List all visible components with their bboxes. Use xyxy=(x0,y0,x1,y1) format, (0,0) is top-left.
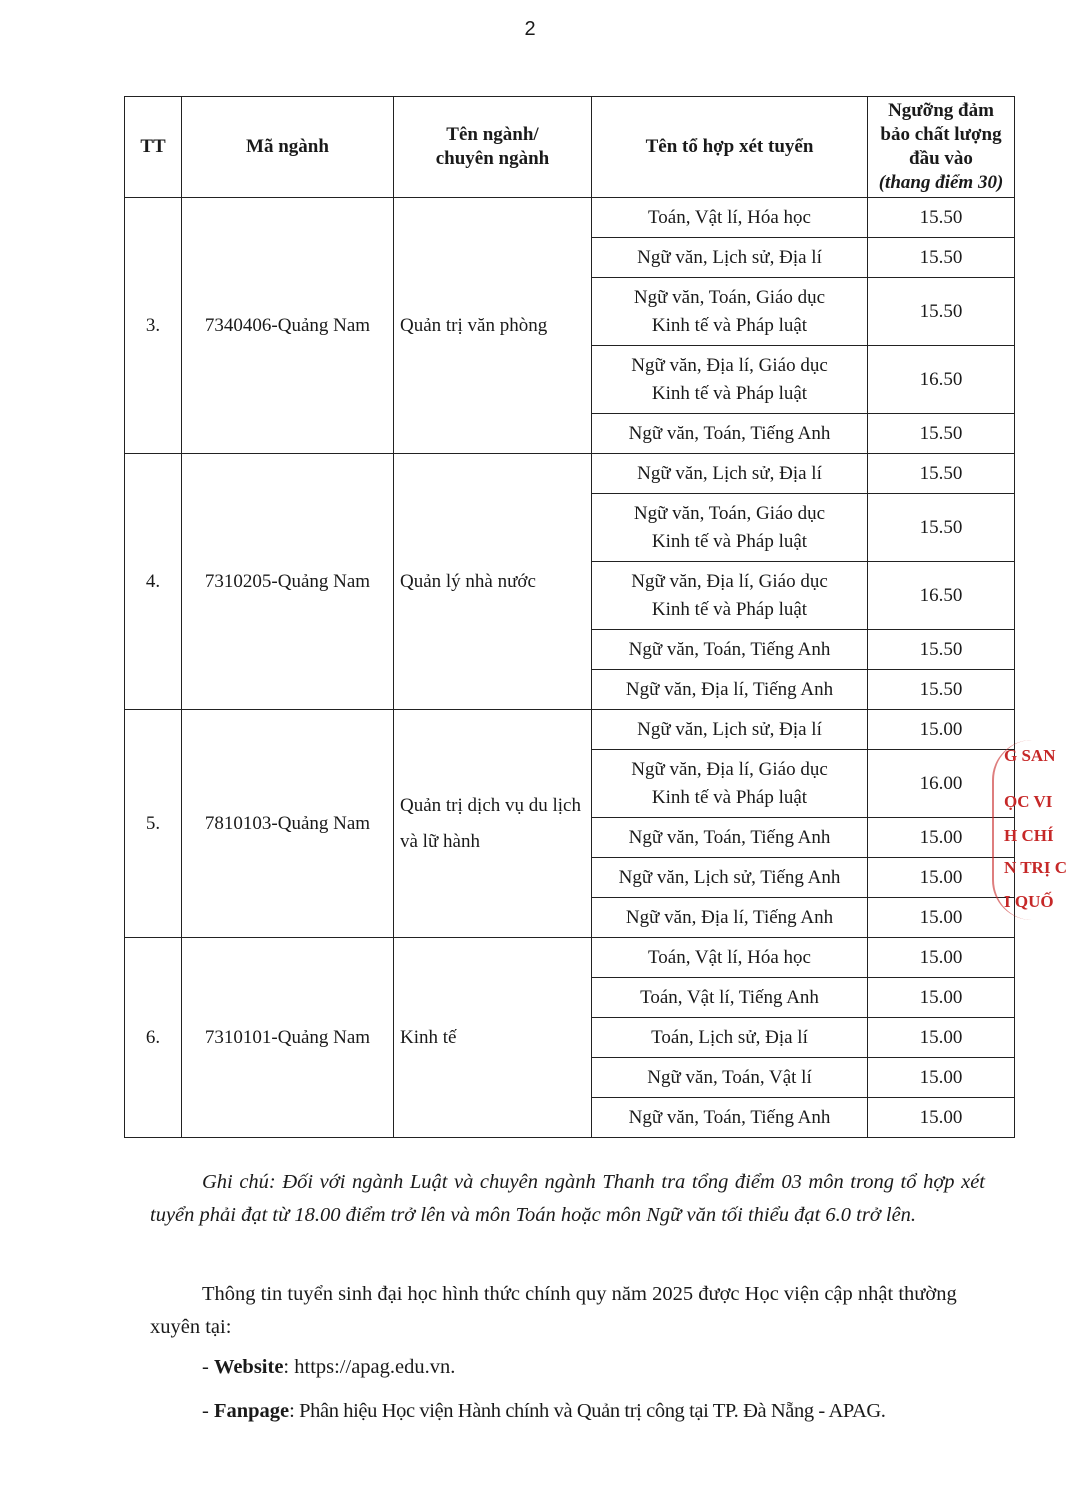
threshold-score: 15.50 xyxy=(868,238,1015,278)
header-tt: TT xyxy=(125,97,182,198)
combo-cell: Ngữ văn, Lịch sử, Địa lí xyxy=(592,238,868,278)
major-code: 7310101-Quảng Nam xyxy=(182,938,394,1138)
combo-cell: Ngữ văn, Toán, Tiếng Anh xyxy=(592,414,868,454)
header-combo: Tên tổ hợp xét tuyển xyxy=(592,97,868,198)
fanpage-line: - Fanpage: Phân hiệu Học viện Hành chính và Quản trị công tại TP. Đà Nẵng - APAG. xyxy=(202,1400,886,1422)
website-label: Website xyxy=(213,1356,284,1378)
combo-cell: Ngữ văn, Toán, Giáo dục Kinh tế và Pháp luật xyxy=(592,278,868,346)
major-name: Quản lý nhà nước xyxy=(394,454,592,710)
major-code: 7310205-Quảng Nam xyxy=(182,454,394,710)
threshold-score: 15.00 xyxy=(868,978,1015,1018)
threshold-score: 16.00 xyxy=(868,750,1015,818)
threshold-score: 15.00 xyxy=(868,938,1015,978)
page-number: 2 xyxy=(524,18,536,40)
threshold-score: 15.00 xyxy=(868,898,1015,938)
combo-cell: Ngữ văn, Địa lí, Giáo dục Kinh tế và Pháp luật xyxy=(592,750,868,818)
threshold-score: 15.00 xyxy=(868,710,1015,750)
threshold-score: 15.50 xyxy=(868,198,1015,238)
threshold-score: 15.50 xyxy=(868,414,1015,454)
stamp-text: N TRỊ C xyxy=(1004,858,1067,877)
website-link[interactable]: : https://apag.edu.vn. xyxy=(283,1356,456,1378)
major-name: Quản trị dịch vụ du lịch và lữ hành xyxy=(394,710,592,938)
combo-cell: Ngữ văn, Địa lí, Giáo dục Kinh tế và Pháp luật xyxy=(592,346,868,414)
stamp-text: I QUỐ xyxy=(1004,892,1054,911)
fanpage-label: Fanpage xyxy=(213,1400,290,1422)
major-code: 7340406-Quảng Nam xyxy=(182,198,394,454)
combo-cell: Toán, Lịch sử, Địa lí xyxy=(592,1018,868,1058)
combo-cell: Ngữ văn, Toán, Tiếng Anh xyxy=(592,1098,868,1138)
header-threshold: Ngưỡng đảm bảo chất lượng đầu vào (thang điểm 30) xyxy=(868,97,1015,198)
combo-cell: Toán, Vật lí, Tiếng Anh xyxy=(592,978,868,1018)
threshold-score: 16.50 xyxy=(868,346,1015,414)
combo-cell: Ngữ văn, Toán, Tiếng Anh xyxy=(592,630,868,670)
table-row xyxy=(125,198,1015,238)
admission-threshold-table xyxy=(124,96,1015,1138)
fanpage-text: : Phân hiệu Học viện Hành chính và Quản trị công tại TP. Đà Nẵng - APAG. xyxy=(289,1400,886,1422)
combo-cell: Ngữ văn, Toán, Vật lí xyxy=(592,1058,868,1098)
combo-cell: Ngữ văn, Địa lí, Tiếng Anh xyxy=(592,898,868,938)
row-tt: 5. xyxy=(125,710,182,938)
table-row xyxy=(125,454,1015,494)
threshold-score: 15.00 xyxy=(868,818,1015,858)
combo-cell: Ngữ văn, Lịch sử, Tiếng Anh xyxy=(592,858,868,898)
table-row xyxy=(125,710,1015,750)
major-code: 7810103-Quảng Nam xyxy=(182,710,394,938)
threshold-score: 15.50 xyxy=(868,670,1015,710)
note-paragraph: Ghi chú: Đối với ngành Luật và chuyên ngành Thanh tra tổng điểm 03 môn trong tổ hợp xét tuyển phải đạt từ 18.00 điểm trở lên và môn Toán hoặc môn Ngữ văn tối thiểu đạt 6.0 trở lên. xyxy=(150,1171,985,1226)
combo-cell: Ngữ văn, Địa lí, Giáo dục Kinh tế và Pháp luật xyxy=(592,562,868,630)
combo-cell: Toán, Vật lí, Hóa học xyxy=(592,938,868,978)
red-stamp xyxy=(992,740,1074,920)
threshold-score: 15.50 xyxy=(868,630,1015,670)
threshold-score: 15.50 xyxy=(868,494,1015,562)
table-row xyxy=(125,938,1015,978)
stamp-text: ỌC VI xyxy=(1004,792,1053,811)
threshold-score: 15.00 xyxy=(868,1058,1015,1098)
combo-cell: Ngữ văn, Toán, Tiếng Anh xyxy=(592,818,868,858)
combo-cell: Ngữ văn, Địa lí, Tiếng Anh xyxy=(592,670,868,710)
threshold-score: 15.50 xyxy=(868,454,1015,494)
combo-cell: Toán, Vật lí, Hóa học xyxy=(592,198,868,238)
row-tt: 6. xyxy=(125,938,182,1138)
stamp-text: G SAN xyxy=(1004,746,1056,765)
row-tt: 3. xyxy=(125,198,182,454)
stamp-text: H CHÍ xyxy=(1004,826,1054,845)
major-name: Quản trị văn phòng xyxy=(394,198,592,454)
row-tt: 4. xyxy=(125,454,182,710)
threshold-score: 15.00 xyxy=(868,1018,1015,1058)
header-code: Mã ngành xyxy=(182,97,394,198)
table-body xyxy=(125,198,1015,1138)
threshold-score: 15.50 xyxy=(868,278,1015,346)
combo-cell: Ngữ văn, Toán, Giáo dục Kinh tế và Pháp luật xyxy=(592,494,868,562)
combo-cell: Ngữ văn, Lịch sử, Địa lí xyxy=(592,454,868,494)
table-header-row xyxy=(125,97,1015,198)
threshold-score: 15.00 xyxy=(868,858,1015,898)
combo-cell: Ngữ văn, Lịch sử, Địa lí xyxy=(592,710,868,750)
threshold-score: 15.00 xyxy=(868,1098,1015,1138)
info-paragraph: Thông tin tuyển sinh đại học hình thức chính quy năm 2025 được Học viện cập nhật thường xuyên tại: xyxy=(150,1283,957,1338)
threshold-score: 16.50 xyxy=(868,562,1015,630)
header-major: Tên ngành/ chuyên ngành xyxy=(394,97,592,198)
website-line: - Website: https://apag.edu.vn. xyxy=(202,1356,456,1378)
major-name: Kinh tế xyxy=(394,938,592,1138)
